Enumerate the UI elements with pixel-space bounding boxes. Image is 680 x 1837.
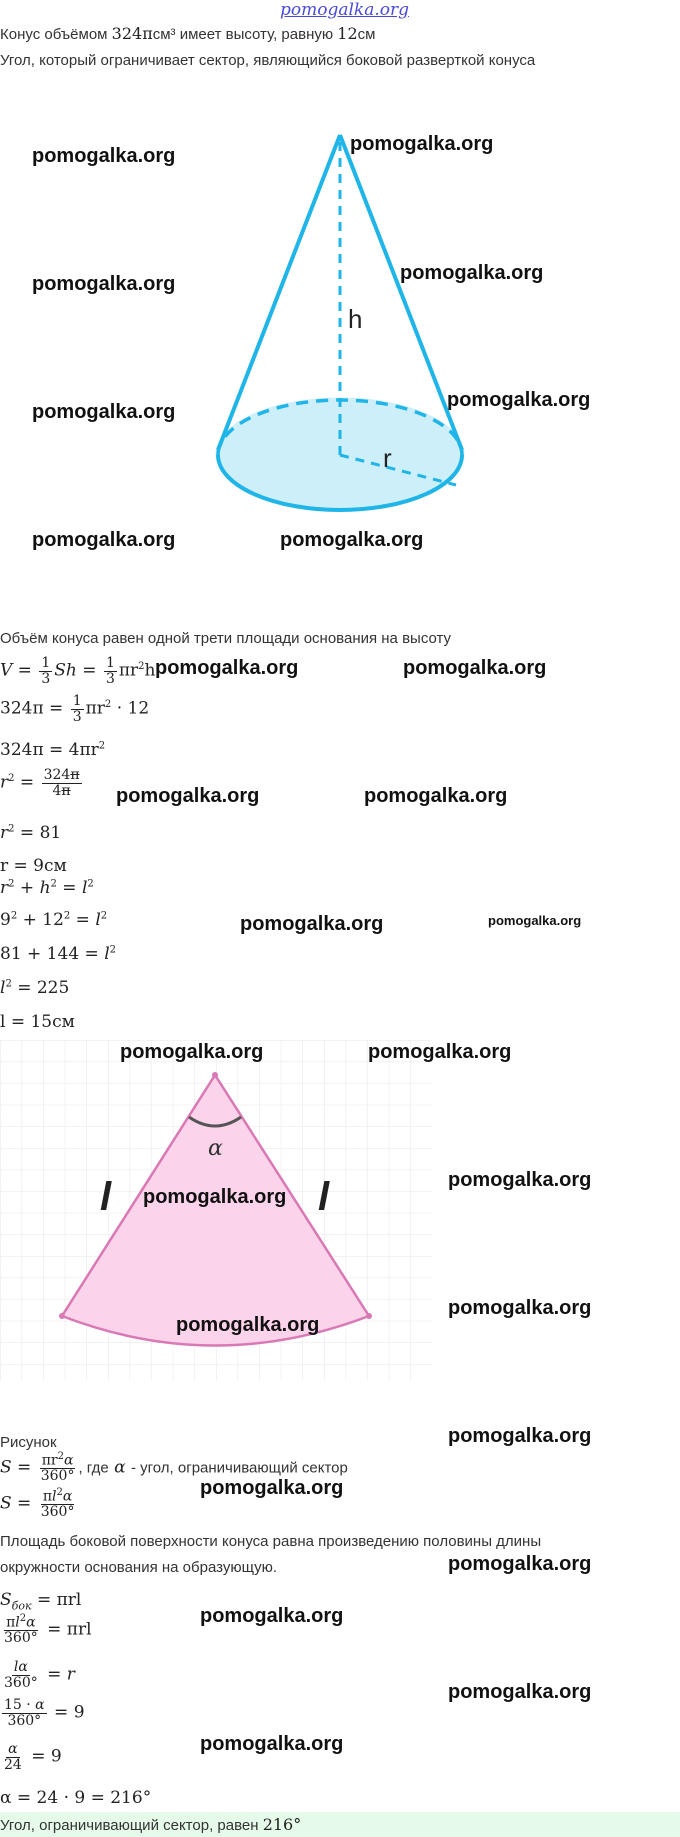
watermark: pomogalka.org (350, 133, 494, 155)
lateral-text-1: Площадь боковой поверхности конуса равна произведению половины длины (0, 1533, 542, 1550)
h-label: h (348, 304, 363, 334)
formula-step-1: 324π = $\frac{1}{3}$ $\pi r^2 \cdot 12$ (0, 693, 150, 725)
watermark: pomogalka.org (32, 529, 176, 551)
formula-volume: V = $\frac{1}{3}$ Sh = $\frac{1}{3}$ $\pi r^2h$ (0, 655, 156, 687)
watermark: pomogalka.org (155, 657, 299, 679)
formula-step-6: $81 + 144 = l^2$ (0, 944, 116, 964)
watermark: pomogalka.org (116, 785, 260, 807)
problem-height: 12 (337, 24, 358, 43)
watermark: pomogalka.org (368, 1041, 512, 1063)
formula-alpha-result: α = 24 · 9 = 216° (0, 1788, 152, 1808)
watermark: pomogalka.org (120, 1041, 264, 1063)
formula-simplify-2: $\frac{15 \cdot \alpha}{360^\circ}$ = 9 (4, 1697, 85, 1729)
s-where-text: , где (78, 1459, 109, 1477)
problem-text-2: имеет высоту, равную (179, 26, 334, 43)
watermark: pomogalka.org (200, 1477, 344, 1499)
s-description: - угол, ограничивающий сектор (130, 1459, 348, 1477)
formula-sector-area-2: S = $\frac{\pi l^2\alpha}{360^\circ}$ (0, 1487, 75, 1521)
watermark: pomogalka.org (143, 1186, 287, 1208)
answer-value: 216° (262, 1815, 302, 1834)
formula-r-value: r = 9см (0, 856, 67, 876)
answer-text: Угол, ограничивающий сектор, равен (0, 1817, 259, 1834)
formula-equate: $\frac{\pi l^2\alpha}{360^\circ}$ = πrl (4, 1613, 92, 1647)
watermark: pomogalka.org (176, 1314, 320, 1336)
sector-right-side-label: l (318, 1175, 330, 1219)
lateral-text-2: окружности основания на образующую. (0, 1559, 278, 1576)
watermark: pomogalka.org (448, 1553, 592, 1575)
cone-diagram (200, 130, 480, 530)
watermark: pomogalka.org (447, 389, 591, 411)
watermark: pomogalka.org (448, 1169, 592, 1191)
formula-step-2: $324\pi = 4\pi r^2$ (0, 740, 106, 760)
problem-line-1 (0, 24, 375, 43)
watermark: pomogalka.org (364, 785, 508, 807)
formula-step-7: $l^2 = 225$ (0, 978, 70, 998)
problem-volume-unit: см³ (152, 26, 176, 43)
watermark: pomogalka.org (448, 1681, 592, 1703)
watermark: pomogalka.org (280, 529, 424, 551)
watermark: pomogalka.org (32, 401, 176, 423)
answer-line (0, 1815, 301, 1834)
watermark: pomogalka.org (403, 657, 547, 679)
alpha-label: α (208, 1136, 223, 1161)
formula-sector-area-1: S = $\frac{\pi r^2\alpha}{360^\circ}$ , где α - угол, ограничивающий сектор (0, 1451, 348, 1485)
formula-step-3: $r^2$ = $\frac{324\pi}{4\pi}$ (0, 767, 80, 799)
watermark: pomogalka.org (240, 913, 384, 935)
problem-line-2: Угол, который ограничивает сектор, являющийся боковой разверткой конуса (0, 52, 536, 69)
solution-intro: Объём конуса равен одной трети площади основания на высоту (0, 630, 452, 647)
problem-height-unit: см (357, 26, 376, 43)
problem-volume: 324π (111, 24, 153, 43)
s-alpha-symbol: α (114, 1457, 126, 1478)
figure-caption: Рисунок (0, 1434, 57, 1451)
formula-step-4: $r^2 = 81$ (0, 823, 62, 843)
sector-left-side-label: l (100, 1175, 112, 1219)
watermark: pomogalka.org (200, 1733, 344, 1755)
watermark: pomogalka.org (200, 1605, 344, 1627)
formula-l-value: l = 15см (0, 1012, 75, 1032)
formula-pythagoras: $r^2 + h^2 = l^2$ (0, 878, 94, 898)
watermark: pomogalka.org (448, 1425, 592, 1447)
s-subscript: бок (11, 1599, 32, 1613)
problem-text-1: Конус объёмом (0, 26, 108, 43)
watermark: pomogalka.org (488, 913, 582, 928)
site-logo[interactable]: pomogalka.org (280, 0, 410, 20)
formula-step-5: $9^2 + 12^2 = l^2$ (0, 910, 108, 930)
watermark: pomogalka.org (400, 262, 544, 284)
r-label: r (383, 443, 392, 473)
formula-lateral-area: $S_{бок} = \pi rl$ (0, 1590, 82, 1613)
watermark: pomogalka.org (448, 1297, 592, 1319)
formula-simplify-3: $\frac{\alpha}{24}$ = 9 (4, 1741, 62, 1773)
watermark: pomogalka.org (32, 145, 176, 167)
watermark: pomogalka.org (32, 273, 176, 295)
formula-simplify-1: $\frac{l\alpha}{360^\circ}$ = r (4, 1659, 75, 1691)
